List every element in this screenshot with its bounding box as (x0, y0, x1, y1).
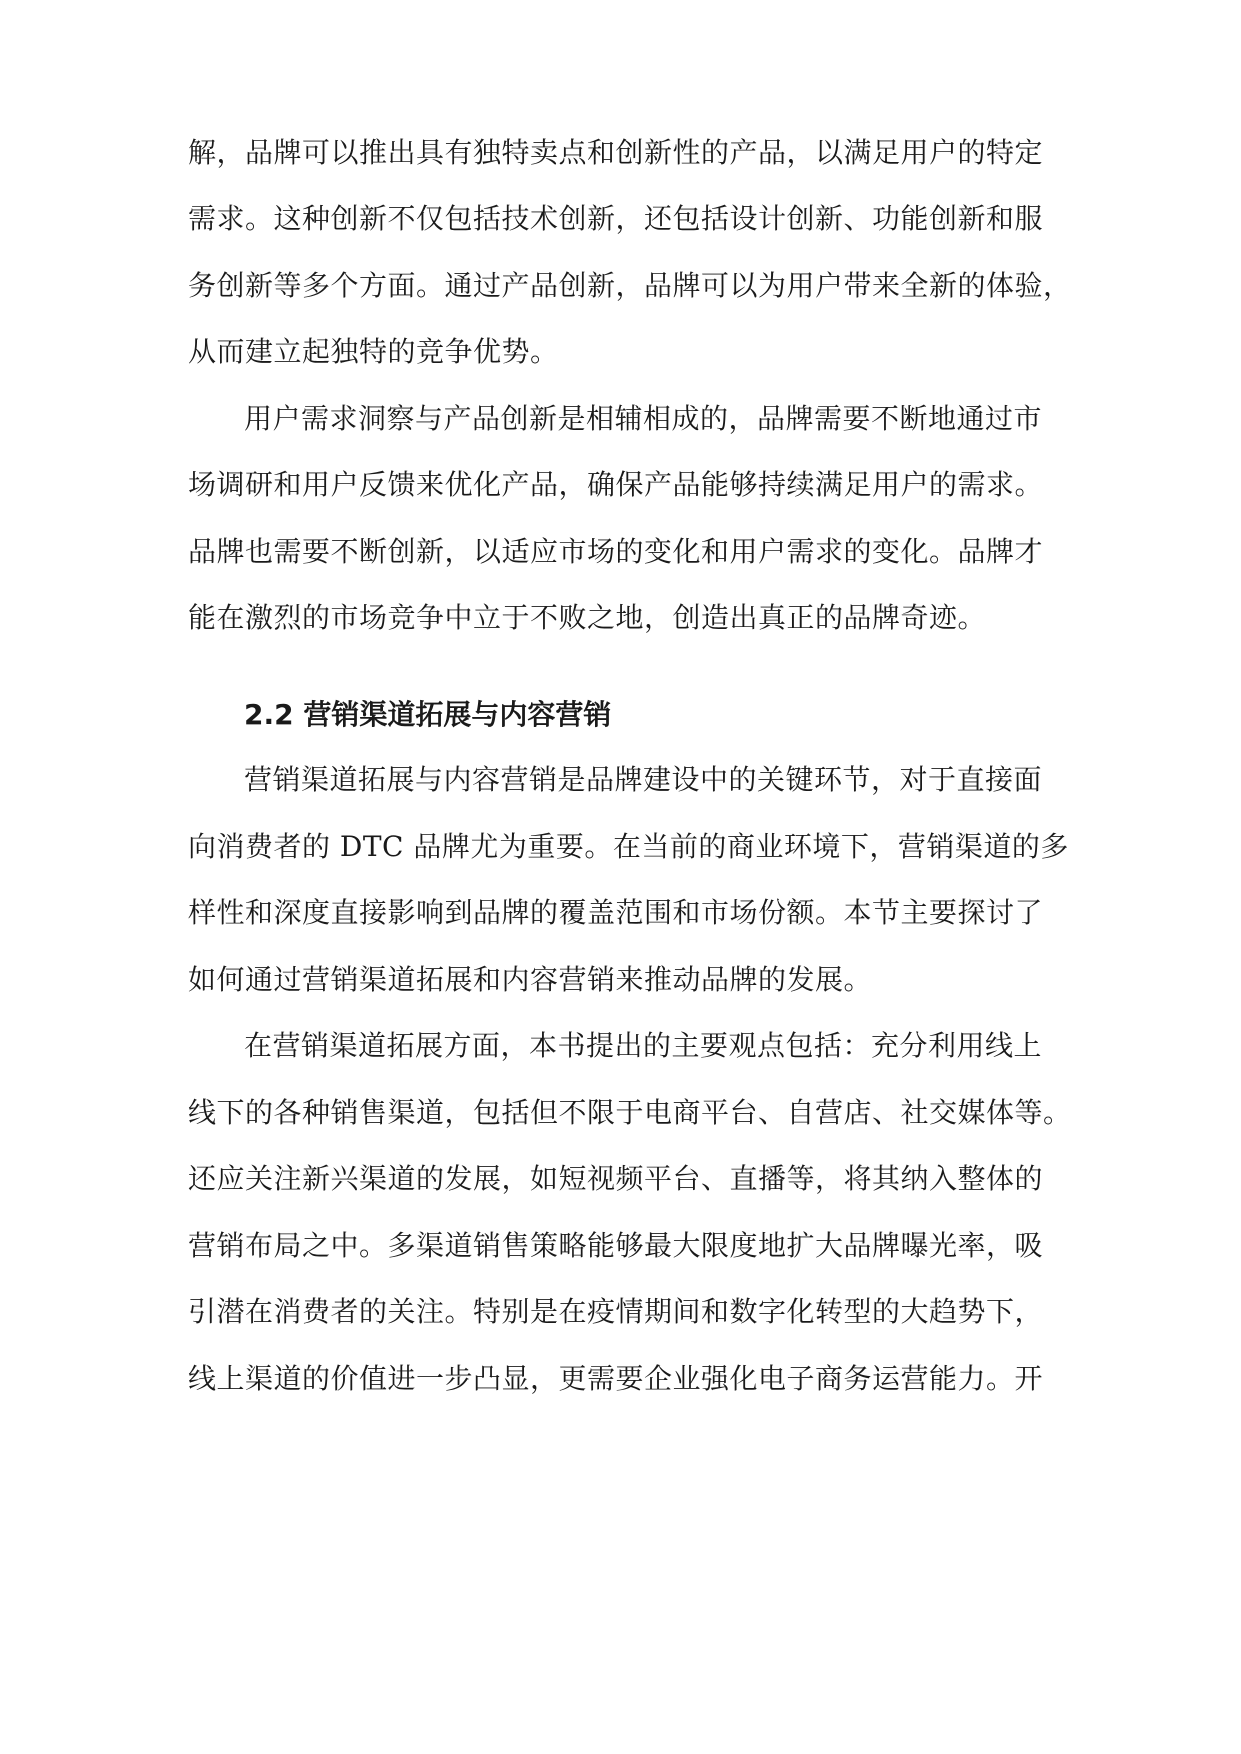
paragraph-1-line-3: 务创新等多个方面。通过产品创新，品牌可以为用户带来全新的体验， (188, 269, 1072, 302)
paragraph-2-line-1: 用户需求洞察与产品创新是相辅相成的，品牌需要不断地通过市 (244, 402, 1043, 435)
paragraph-1-line-1: 解，品牌可以推出具有独特卖点和创新性的产品，以满足用户的特定 (188, 136, 1044, 169)
paragraph-4-line-6: 线上渠道的价值进一步凸显，更需要企业强化电子商务运营能力。开 (188, 1362, 1044, 1395)
paragraph-1-line-4: 从而建立起独特的竞争优势。 (188, 335, 559, 368)
paragraph-4-line-5: 引潜在消费者的关注。特别是在疫情期间和数字化转型的大趋势下， (188, 1295, 1044, 1328)
paragraph-2-line-3: 品牌也需要不断创新，以适应市场的变化和用户需求的变化。品牌才 (188, 535, 1044, 568)
paragraph-2-line-4: 能在激烈的市场竞争中立于不败之地，创造出真正的品牌奇迹。 (188, 601, 987, 634)
paragraph-3-line-1: 营销渠道拓展与内容营销是品牌建设中的关键环节，对于直接面 (244, 763, 1043, 796)
paragraph-4-line-4: 营销布局之中。多渠道销售策略能够最大限度地扩大品牌曝光率，吸 (188, 1229, 1044, 1262)
section-heading: 2.2 营销渠道拓展与内容营销 (244, 698, 612, 731)
paragraph-4-line-2: 线下的各种销售渠道，包括但不限于电商平台、自营店、社交媒体等。 (188, 1096, 1072, 1129)
paragraph-3-line-3: 样性和深度直接影响到品牌的覆盖范围和市场份额。本节主要探讨了 (188, 896, 1044, 929)
paragraph-1-line-2: 需求。这种创新不仅包括技术创新，还包括设计创新、功能创新和服 (188, 202, 1044, 235)
paragraph-3-line-4: 如何通过营销渠道拓展和内容营销来推动品牌的发展。 (188, 963, 873, 996)
paragraph-3-line-2: 向消费者的 DTC 品牌尤为重要。在当前的商业环境下，营销渠道的多 (188, 830, 1069, 863)
paragraph-4-line-1: 在营销渠道拓展方面，本书提出的主要观点包括：充分利用线上 (244, 1029, 1043, 1062)
paragraph-2-line-2: 场调研和用户反馈来优化产品，确保产品能够持续满足用户的需求。 (188, 468, 1044, 501)
paragraph-4-line-3: 还应关注新兴渠道的发展，如短视频平台、直播等，将其纳入整体的 (188, 1162, 1044, 1195)
